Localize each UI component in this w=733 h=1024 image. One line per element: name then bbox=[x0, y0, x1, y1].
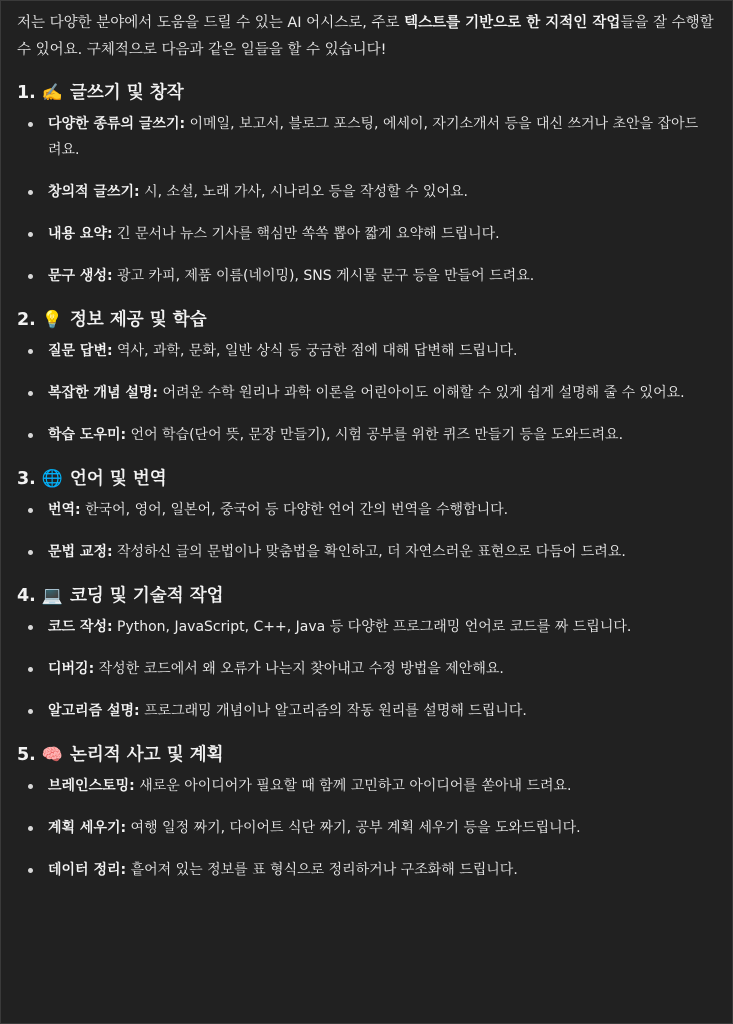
list-item bbox=[17, 656, 714, 682]
section-3 bbox=[17, 464, 714, 565]
list-item-description: 작성하신 글의 문법이나 맞춤법을 확인하고, 더 자연스러운 표현으로 다듬어 드려요. bbox=[112, 544, 626, 560]
bullet-list bbox=[17, 111, 714, 289]
list-item bbox=[17, 773, 714, 799]
list-item-description: 작성한 코드에서 왜 오류가 나는지 찾아내고 수정 방법을 제안해요. bbox=[94, 661, 504, 677]
list-item-term: 브레인스토밍: bbox=[48, 778, 135, 794]
list-item-description: 긴 문서나 뉴스 기사를 핵심만 쏙쏙 뽑아 짧게 요약해 드립니다. bbox=[112, 226, 500, 242]
section-emoji-icon: 💻 bbox=[41, 586, 63, 606]
section-emoji-icon: 🧠 bbox=[41, 745, 63, 765]
section-heading bbox=[17, 581, 714, 611]
list-item-description: 여행 일정 짜기, 다이어트 식단 짜기, 공부 계획 세우기 등을 도와드립니다. bbox=[126, 820, 581, 836]
list-item bbox=[17, 179, 714, 205]
list-item-term: 디버깅: bbox=[48, 661, 95, 677]
list-item bbox=[17, 698, 714, 724]
list-item bbox=[17, 263, 714, 289]
intro-paragraph bbox=[17, 10, 714, 64]
section-title: 논리적 사고 및 계획 bbox=[70, 745, 224, 765]
section-title: 정보 제공 및 학습 bbox=[70, 310, 207, 330]
list-item bbox=[17, 857, 714, 883]
list-item bbox=[17, 338, 714, 364]
list-item-term: 복잡한 개념 설명: bbox=[48, 385, 159, 401]
list-item-term: 데이터 정리: bbox=[48, 862, 127, 878]
section-heading bbox=[17, 464, 714, 494]
list-item-term: 내용 요약: bbox=[48, 226, 113, 242]
intro-bold-text: 텍스트를 기반으로 한 지적인 작업 bbox=[404, 15, 621, 31]
section-title: 글쓰기 및 창작 bbox=[70, 83, 184, 103]
list-item bbox=[17, 815, 714, 841]
section-number: 2. bbox=[17, 310, 36, 330]
section-heading bbox=[17, 78, 714, 108]
list-item-term: 코드 작성: bbox=[48, 619, 113, 635]
section-number: 3. bbox=[17, 469, 36, 489]
list-item bbox=[17, 111, 714, 163]
chat-response bbox=[1, 1, 732, 883]
section-2 bbox=[17, 305, 714, 448]
section-emoji-icon: ✍️ bbox=[41, 83, 63, 103]
bullet-list bbox=[17, 338, 714, 448]
section-heading bbox=[17, 740, 714, 770]
list-item-term: 학습 도우미: bbox=[48, 427, 127, 443]
list-item-description: 흩어져 있는 정보를 표 형식으로 정리하거나 구조화해 드립니다. bbox=[126, 862, 518, 878]
section-title: 언어 및 번역 bbox=[70, 469, 167, 489]
section-5 bbox=[17, 740, 714, 883]
section-number: 4. bbox=[17, 586, 36, 606]
list-item bbox=[17, 221, 714, 247]
list-item-term: 다양한 종류의 글쓰기: bbox=[48, 116, 186, 132]
list-item-term: 계획 세우기: bbox=[48, 820, 127, 836]
list-item-term: 번역: bbox=[48, 502, 81, 518]
list-item-term: 창의적 글쓰기: bbox=[48, 184, 140, 200]
section-4 bbox=[17, 581, 714, 724]
list-item bbox=[17, 422, 714, 448]
list-item-description: 이메일, 보고서, 블로그 포스팅, 에세이, 자기소개서 등을 대신 쓰거나 초안을 잡아드려요. bbox=[48, 116, 699, 158]
list-item bbox=[17, 614, 714, 640]
capability-sections bbox=[17, 78, 714, 883]
list-item-description: 언어 학습(단어 뜻, 문장 만들기), 시험 공부를 위한 퀴즈 만들기 등을 도와드려요. bbox=[126, 427, 624, 443]
bullet-list bbox=[17, 614, 714, 724]
list-item-term: 질문 답변: bbox=[48, 343, 113, 359]
list-item-description: Python, JavaScript, C++, Java 등 다양한 프로그래밍 언어로 코드를 짜 드립니다. bbox=[112, 619, 632, 635]
list-item-description: 역사, 과학, 문화, 일반 상식 등 궁금한 점에 대해 답변해 드립니다. bbox=[112, 343, 518, 359]
section-title: 코딩 및 기술적 작업 bbox=[70, 586, 224, 606]
intro-text-end: 들을 잘 수행할 수 있어요. 구체적으로 다음과 같은 일들을 할 수 있습니다! bbox=[17, 15, 714, 58]
list-item-term: 문법 교정: bbox=[48, 544, 113, 560]
intro-text: 저는 다양한 분야에서 도움을 드릴 수 있는 AI 어시스로, 주로 bbox=[17, 15, 405, 31]
list-item-description: 시, 소설, 노래 가사, 시나리오 등을 작성할 수 있어요. bbox=[139, 184, 468, 200]
bullet-list bbox=[17, 497, 714, 565]
section-number: 5. bbox=[17, 745, 36, 765]
list-item bbox=[17, 539, 714, 565]
section-emoji-icon: 💡 bbox=[41, 310, 63, 330]
list-item-term: 알고리즘 설명: bbox=[48, 703, 140, 719]
list-item-description: 새로운 아이디어가 필요할 때 함께 고민하고 아이디어를 쏟아내 드려요. bbox=[134, 778, 572, 794]
section-emoji-icon: 🌐 bbox=[41, 469, 63, 489]
section-number: 1. bbox=[17, 83, 36, 103]
list-item-description: 한국어, 영어, 일본어, 중국어 등 다양한 언어 간의 번역을 수행합니다. bbox=[80, 502, 509, 518]
section-1 bbox=[17, 78, 714, 289]
bullet-list bbox=[17, 773, 714, 883]
list-item-term: 문구 생성: bbox=[48, 268, 113, 284]
list-item-description: 프로그래밍 개념이나 알고리즘의 작동 원리를 설명해 드립니다. bbox=[139, 703, 527, 719]
list-item bbox=[17, 497, 714, 523]
list-item-description: 광고 카피, 제품 이름(네이밍), SNS 게시물 문구 등을 만들어 드려요. bbox=[112, 268, 535, 284]
section-heading bbox=[17, 305, 714, 335]
list-item bbox=[17, 380, 714, 406]
list-item-description: 어려운 수학 원리나 과학 이론을 어린아이도 이해할 수 있게 쉽게 설명해 줄 수 있어요. bbox=[158, 385, 685, 401]
